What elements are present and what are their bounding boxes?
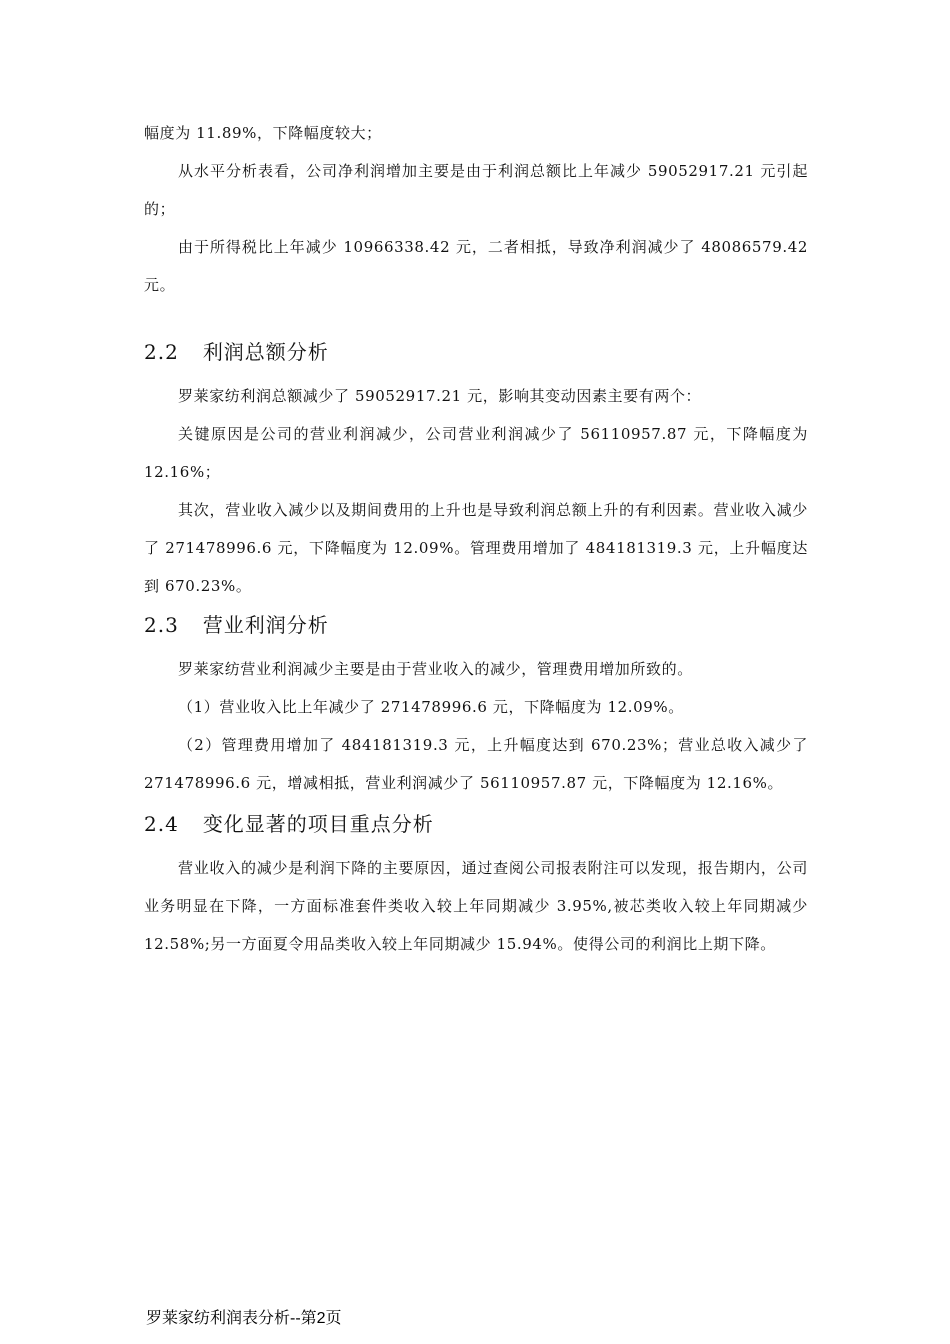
section-number: 2.4 xyxy=(144,812,179,836)
section-heading-2-2 xyxy=(144,336,329,365)
paragraph: 关键原因是公司的营业利润减少，公司营业利润减少了 56110957.87 元，下降幅度为 12.16%； xyxy=(144,425,808,481)
section-2-2-body xyxy=(144,377,808,605)
paragraph: （2）管理费用增加了 484181319.3 元，上升幅度达到 670.23%；营业总收入减少了 271478996.6 元，增减相抵，营业利润减少了 56110957.87 元，下降幅度为 12.16%。 xyxy=(144,736,808,792)
section-number: 2.2 xyxy=(144,340,179,364)
paragraph: （1）营业收入比上年减少了 271478996.6 元，下降幅度为 12.09%。 xyxy=(178,698,684,716)
section-title: 变化显著的项目重点分析 xyxy=(202,812,434,836)
section-heading-2-3 xyxy=(144,609,329,638)
page-footer: 罗莱家纺利润表分析--第2页 xyxy=(146,1310,342,1327)
section-2-3-body xyxy=(144,650,808,802)
section-number: 2.3 xyxy=(144,613,179,637)
intro-paragraphs xyxy=(144,114,808,304)
section-2-4-body xyxy=(144,849,808,963)
paragraph: 由于所得税比上年减少 10966338.42 元，二者相抵，导致净利润减少了 48086579.42 元。 xyxy=(144,238,808,294)
paragraph: 从水平分析表看，公司净利润增加主要是由于利润总额比上年减少 59052917.21 元引起的； xyxy=(144,162,808,218)
paragraph: 罗莱家纺营业利润减少主要是由于营业收入的减少，管理费用增加所致的。 xyxy=(178,660,693,678)
paragraph: 营业收入的减少是利润下降的主要原因，通过查阅公司报表附注可以发现，报告期内，公司业务明显在下降，一方面标准套件类收入较上年同期减少 3.95%,被芯类收入较上年同期减少 12.58%;另一方面夏令用品类收入较上年同期减少 15.94%。使得公司的利润比上期下降。 xyxy=(144,859,808,953)
paragraph: 罗莱家纺利润总额减少了 59052917.21 元，影响其变动因素主要有两个： xyxy=(178,387,702,405)
section-title: 营业利润分析 xyxy=(202,613,329,637)
paragraph: 幅度为 11.89%，下降幅度较大； xyxy=(144,124,382,142)
section-heading-2-4 xyxy=(144,808,434,837)
section-title: 利润总额分析 xyxy=(202,340,329,364)
paragraph: 其次，营业收入减少以及期间费用的上升也是导致利润总额上升的有利因素。营业收入减少了 271478996.6 元，下降幅度为 12.09%。管理费用增加了 484181319.3 元，上升幅度达到 670.23%。 xyxy=(144,501,808,595)
